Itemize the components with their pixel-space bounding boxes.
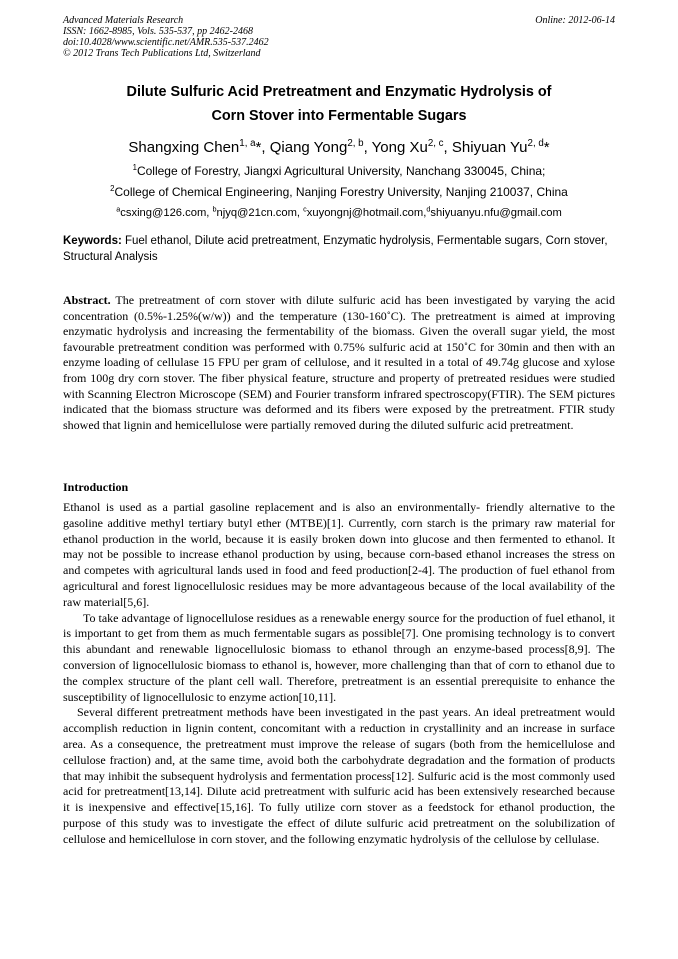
affiliation-number: 2 [110,184,115,193]
author-affil-mark: 1, a [239,138,256,149]
email-separator: , [296,207,304,219]
email-separator: , [423,207,427,219]
introduction-heading: Introduction [63,480,129,494]
abstract-section [63,293,615,433]
affiliation-text: College of Forestry, Jiangxi Agricultural University, Nanchang 330045, China; [136,164,546,178]
email-address: csxing@126.com [120,207,207,219]
abstract-label: Abstract. [63,293,111,307]
email-list [63,206,615,220]
author-name: Qiang Yong [269,139,348,156]
affiliation-number: 1 [132,163,137,172]
email-address: xuyongnj@hotmail.com [306,207,424,219]
copyright-line: © 2012 Trans Tech Publications Ltd, Switzerland [63,48,261,59]
doi-line: doi:10.4028/www.scientific.net/AMR.535-537.2462 [63,37,269,48]
affiliation-1 [63,164,615,178]
email-mark: b [212,204,217,214]
author-name: Shangxing Chen [128,139,240,156]
intro-paragraph-3: Several different pretreatment methods have been investigated in the past years. An ideal pretreatment would accomplish reduction in lignin content, concomitant with a reduction in crystallinity and an increase in surface area. As a consequence, the pretreatment must improve the release of sugars (both from the hemicellulose and cellulose fraction) and, at the same time, avoid both the carbohydrate degradation and the formation of products that may inhibit the subsequent hydrolysis and fermentation process[12]. Sulfuric acid is the most commonly used acid for pretreatment[13,14]. Dilute acid pretreatment with sulfuric acid has been extensively researched because it is inexpensive and effective[15,16]. To fully utilize corn stover as a feedstock for ethanol production, the purpose of this study was to investigate the effect of dilute sulfuric acid pretreatment on the solubilization of cellulose and hemicellulose in corn stover, and the following enzymatic hydrolysis of the cellulose by cellulase. [63,705,615,846]
email-address: njyq@21cn.com [216,207,297,219]
email-mark: a [116,204,121,214]
author-separator: , [443,139,452,156]
intro-paragraph-2: To take advantage of lignocellulose residues as a renewable energy source for the production of fuel ethanol, it is important to get from them as much fermentable sugars as possible[7]. One promising technology is to convert this abundant and renewable lignocellulosic biomass to ethanol through an enzyme-based process[8,9]. The conversion of lignocellulosic biomass to ethanol is, however, more challenging than that of corn to ethanol due to the complex structure of the plant cell wall. Therefore, pretreatment is an essential prerequisite to enhance the susceptibility of lignocellulosic to enzyme action[10,11]. [63,610,615,704]
author [128,139,269,156]
keywords-label: Keywords: [63,235,122,247]
keywords-section [63,234,615,265]
author-separator: , [261,139,270,156]
author-affil-mark: 2, c [427,138,444,149]
affiliation-text: College of Chemical Engineering, Nanjing Forestry University, Nanjing 210037, China [114,185,568,199]
author-affil-mark: 2, b [347,138,364,149]
corresponding-mark: * [543,139,550,156]
author [372,139,452,156]
author-name: Yong Xu [371,139,428,156]
title-line-1: Dilute Sulfuric Acid Pretreatment and Enzymatic Hydrolysis of [126,84,552,100]
issn-line: ISSN: 1662-8985, Vols. 535-537, pp 2462-2468 [63,26,253,37]
keywords-text: Fuel ethanol, Dilute acid pretreatment, Enzymatic hydrolysis, Fermentable sugars, Corn stover, Structural Analysis [63,235,608,263]
author-separator: , [363,139,372,156]
title-line-2: Corn Stover into Fermentable Sugars [211,108,467,124]
abstract-text: The pretreatment of corn stover with dilute sulfuric acid has been investigated by varying the acid concentration (0.5%-1.25%(w/w)) and the temperature (130-160˚C). The pretreatment is aimed at improving enzymatic hydrolysis and increasing the fermentability of the biomass. Given the overall sugar yield, the most favourable pretreatment condition was performed with 0.75% sulfuric acid at 150˚C for 30min and then with an enzyme loading of cellulase 15 FPU per gram of cellulose, and it resulted in a total of 49.74g glucose and xylose from 100g dry corn stover. The fiber physical feature, structure and property of pretreated residues were studied with Scanning Electron Microscope (SEM) and Fourier transform infrared spectroscopy(FTIR). The SEM pictures indicated that the biomass structure was deformed and its fibers were exposed by the pretreatment. FTIR study showed that lignin and hemicellulose were partially removed during the diluted sulfuric acid pretreatment. [63,293,615,432]
author [452,139,550,156]
email-mark: c [303,204,307,214]
author [270,139,372,156]
author-name: Shiyuan Yu [451,139,528,156]
journal-header [63,15,615,59]
paper-title [63,80,615,128]
author-affil-mark: 2, d [527,138,544,149]
email-mark: d [426,204,431,214]
affiliation-2 [63,185,615,199]
author-list [63,139,615,157]
intro-paragraph-1: Ethanol is used as a partial gasoline replacement and is also an environmentally- friendly alternative to the gasoline additive methyl tertiary butyl ether (MTBE)[1]. Currently, corn starch is the primary raw material for ethanol production in the world, because it is easily broken down into glucose and then fermented to ethanol. It may not be possible to increase ethanol production by using, because corn-based ethanol increases the stress on and competes with agricultural lands used in food and feed production[2-4]. The production of fuel ethanol from agricultural and forest lignocellulosic residues may be more advantageous because of the local availability of the raw material[5,6]. [63,500,615,609]
journal-name: Advanced Materials Research [63,15,184,26]
email-separator: , [206,207,213,219]
introduction-body [63,500,615,848]
email-address: shiyuanyu.nfu@gmail.com [430,207,562,219]
corresponding-mark: * [255,139,262,156]
online-date: Online: 2012-06-14 [535,15,615,26]
